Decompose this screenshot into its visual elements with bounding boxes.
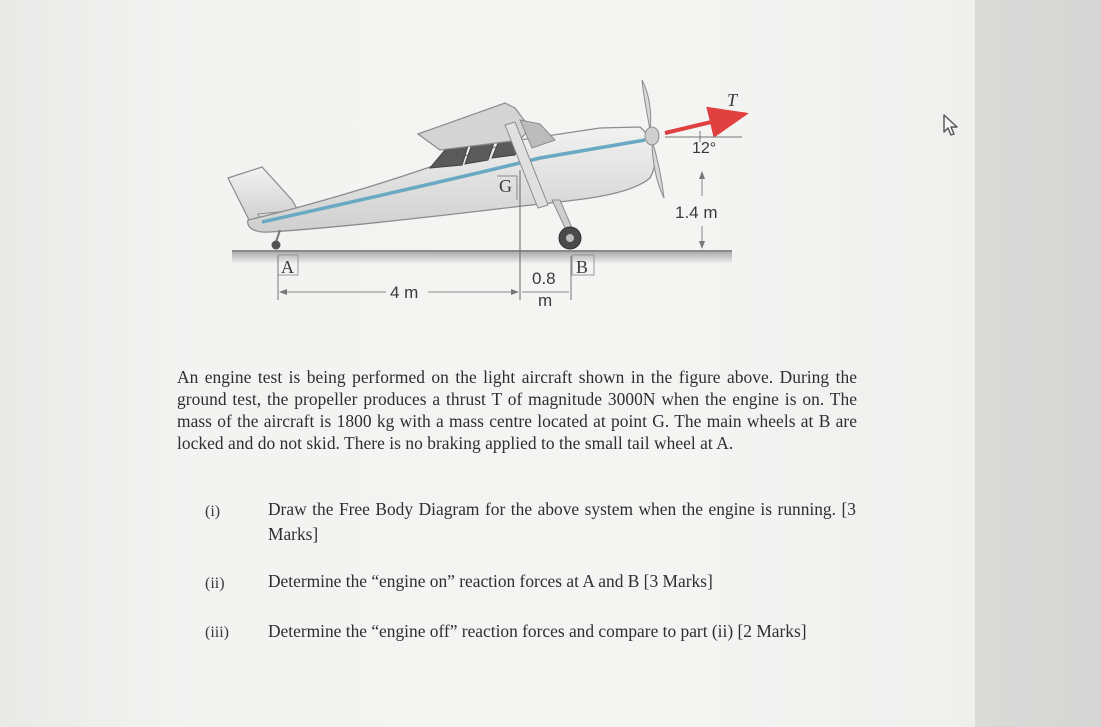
- question-text: Draw the Free Body Diagram for the above system when the engine is running. [3 Marks]: [268, 499, 856, 544]
- thrust-arrow: [665, 114, 745, 133]
- tail-wheel-a: [272, 241, 281, 250]
- question-number: (iii): [205, 624, 229, 641]
- point-a-label: A: [281, 257, 294, 277]
- landing-gear-strut: [552, 200, 572, 230]
- mouse-pointer-icon: [941, 113, 961, 137]
- propeller-blade: [642, 80, 651, 130]
- question-text: Determine the “engine on” reaction forces at A and B [3 Marks]: [268, 571, 713, 591]
- problem-statement: An engine test is being performed on the light aircraft shown in the figure above. During the ground test, the propeller produces a thrust T of magnitude 3000N when the engine is on. The mass of the aircraft is 1800 kg with a mass centre located at point G. The main wheels at B are locked and do not skid. There is no braking applied to the small tail wheel at A.: [177, 367, 857, 453]
- angle-label: 12°: [692, 140, 717, 157]
- question-text: Determine the “engine off” reaction forces and compare to part (ii) [2 Marks]: [268, 621, 807, 641]
- ground-surface: [232, 251, 732, 263]
- point-g-label: G: [499, 176, 512, 196]
- height-label: 1.4 m: [675, 203, 718, 222]
- dist-ag-label: 4 m: [390, 283, 419, 302]
- dist-gb-value: 0.8: [532, 269, 556, 288]
- point-b-label: B: [576, 257, 589, 277]
- thrust-label: T: [727, 90, 738, 110]
- wheel-hub: [566, 234, 574, 242]
- question-number: (ii): [205, 575, 225, 592]
- dist-gb-unit: m: [538, 291, 553, 310]
- question-number: (i): [205, 503, 221, 520]
- propeller-spinner: [645, 127, 659, 145]
